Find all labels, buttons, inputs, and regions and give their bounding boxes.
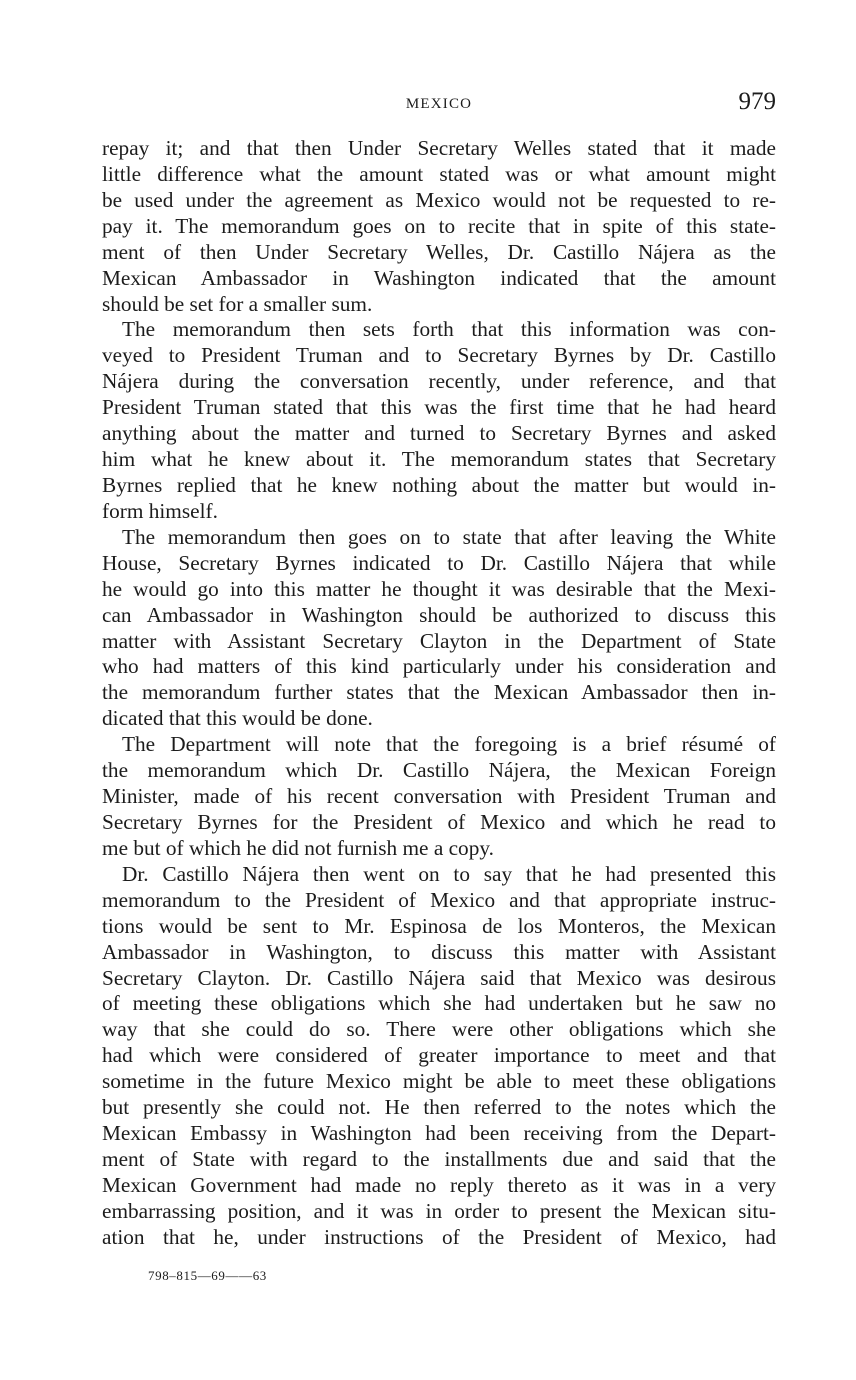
text-line: the memorandum which Dr. Castillo Nájera, the Mexican Foreign [102, 758, 776, 783]
text-line: Mexican Government had made no reply thereto as it was in a very [102, 1172, 776, 1197]
running-head [102, 88, 776, 122]
text-line: form himself. [102, 498, 218, 523]
text-line: should be set for a smaller sum. [102, 291, 373, 316]
text-line: tions would be sent to Mr. Espinosa de los Monteros, the Mexican [102, 913, 776, 938]
text-line: veyed to President Truman and to Secretary Byrnes by Dr. Castillo [102, 343, 776, 368]
running-title: MEXICO [405, 96, 473, 112]
text-line: The memorandum then goes on to state that after leaving the White [122, 524, 776, 549]
text-line: Mexican Embassy in Washington had been receiving from the Depart- [102, 1121, 776, 1146]
text-line: Secretary Byrnes for the President of Mexico and which he read to [102, 809, 776, 834]
text-line: matter with Assistant Secretary Clayton in the Department of State [102, 628, 776, 653]
text-line: ment of then Under Secretary Welles, Dr. Castillo Nájera as the [102, 239, 776, 264]
text-line: ation that he, under instructions of the President of Mexico, had [102, 1224, 776, 1249]
text-line: had which were considered of greater importance to meet and that [102, 1043, 776, 1068]
text-line: but presently she could not. He then referred to the notes which the [102, 1095, 776, 1120]
text-line: Dr. Castillo Nájera then went on to say that he had presented this [122, 861, 776, 886]
text-line: sometime in the future Mexico might be able to meet these obligations [102, 1069, 776, 1094]
text-line: he would go into this matter he thought it was desirable that the Mexi- [102, 576, 776, 601]
text-line: embarrassing position, and it was in order to present the Mexican situ- [102, 1198, 776, 1223]
text-line: Nájera during the conversation recently, under reference, and that [102, 369, 776, 394]
text-line: ment of State with regard to the installments due and said that the [102, 1146, 776, 1171]
text-line: be used under the agreement as Mexico would not be requested to re- [102, 187, 776, 212]
text-line: repay it; and that then Under Secretary Welles stated that it made [102, 136, 776, 160]
text-line: pay it. The memorandum goes on to recite that in spite of this state- [102, 213, 776, 238]
text-line: The Department will note that the foregoing is a brief résumé of [122, 732, 776, 757]
text-line: little difference what the amount stated was or what amount might [102, 161, 776, 186]
text-line: Secretary Clayton. Dr. Castillo Nájera said that Mexico was desirous [102, 965, 776, 990]
text-line: Byrnes replied that he knew nothing about the matter but would in- [102, 472, 776, 497]
body-text [102, 136, 776, 1251]
text-line: The memorandum then sets forth that this information was con- [122, 317, 776, 342]
text-line: anything about the matter and turned to Secretary Byrnes and asked [102, 421, 776, 446]
text-line: can Ambassador in Washington should be authorized to discuss this [102, 602, 776, 627]
footer-print-code: 798–815—69——63 [148, 1268, 267, 1283]
text-line: Minister, made of his recent conversation with President Truman and [102, 784, 776, 809]
text-line: Ambassador in Washington, to discuss this matter with Assistant [102, 939, 776, 964]
text-line: House, Secretary Byrnes indicated to Dr. Castillo Nájera that while [102, 550, 776, 575]
text-line: him what he knew about it. The memorandum states that Secretary [102, 447, 776, 472]
page-number: 979 [738, 88, 776, 115]
text-line: me but of which he did not furnish me a copy. [102, 835, 494, 860]
text-line: the memorandum further states that the Mexican Ambassador then in- [102, 680, 776, 705]
text-line: who had matters of this kind particularly under his consideration and [102, 654, 776, 679]
text-line: Mexican Ambassador in Washington indicated that the amount [102, 265, 776, 290]
text-line: President Truman stated that this was the first time that he had heard [102, 395, 776, 420]
text-line: memorandum to the President of Mexico and that appropriate instruc- [102, 887, 776, 912]
text-line: of meeting these obligations which she had undertaken but he saw no [102, 991, 776, 1016]
text-line: dicated that this would be done. [102, 706, 373, 731]
text-line: way that she could do so. There were other obligations which she [102, 1017, 776, 1042]
